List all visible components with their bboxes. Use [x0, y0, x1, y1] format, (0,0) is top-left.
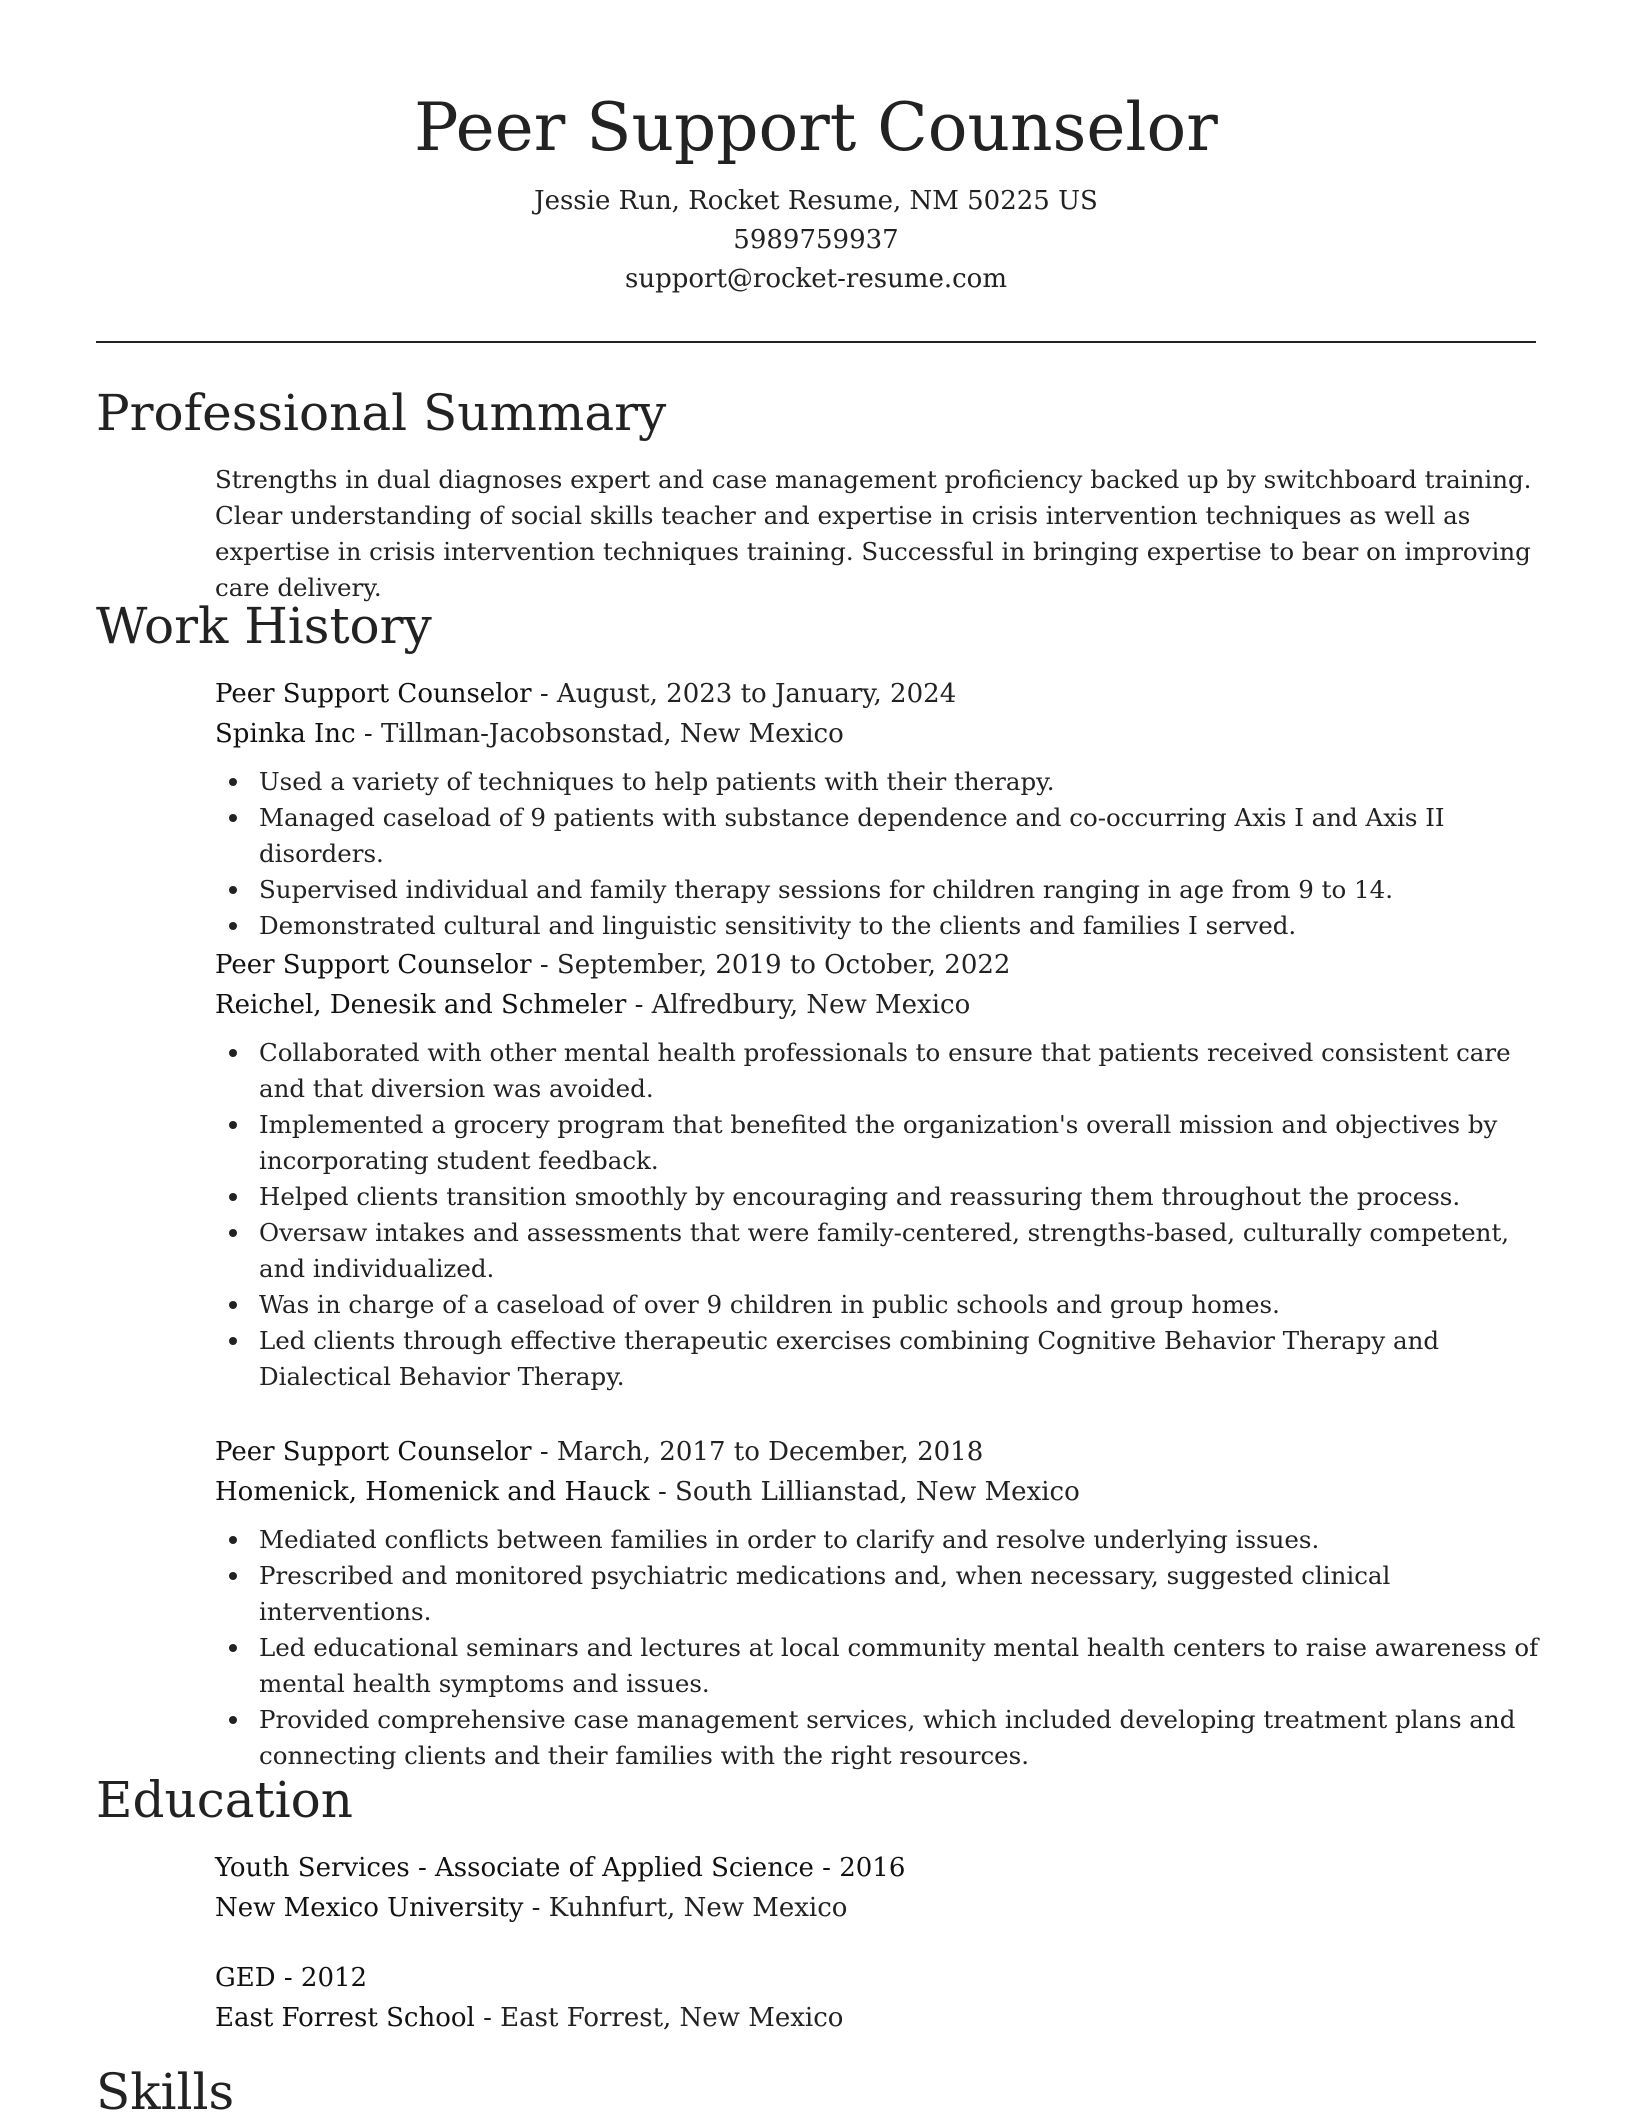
degree-line: Youth Services - Associate of Applied Science - 2016	[215, 1853, 906, 1883]
summary-text: Strengths in dual diagnoses expert and case management proficiency backed up by switchboard training. Clear understanding of social skills teacher and expertise in crisis intervention techniques as well as expertise in crisis intervention techniques training. Successful in bringing expertise to bear on improving care delivery.	[215, 465, 1532, 602]
email: support@rocket-resume.com	[624, 264, 1007, 294]
list-item: Led educational seminars and lectures at local community mental health centers to raise awareness of mental health symptoms and issues.	[259, 1630, 1540, 1702]
school-location: - East Forrest, New Mexico	[474, 2003, 844, 2033]
list-item: Provided comprehensive case management services, which included developing treatment plans and connecting clients and their families with the right resources.	[259, 1702, 1540, 1774]
list-item: Prescribed and monitored psychiatric medications and, when necessary, suggested clinical interventions.	[259, 1558, 1540, 1630]
education-heading: Education	[96, 1771, 353, 1829]
summary-section	[215, 462, 1540, 606]
job-role: Peer Support Counselor	[215, 950, 532, 980]
school-name: New Mexico University	[215, 1893, 524, 1923]
list-item: Mediated conflicts between families in order to clarify and resolve underlying issues.	[259, 1522, 1540, 1558]
job-company-line	[215, 985, 1540, 1025]
list-item: Helped clients transition smoothly by encouraging and reassuring them throughout the process.	[259, 1179, 1540, 1215]
school-location: - Kuhnfurt, New Mexico	[523, 1893, 848, 1923]
education-entry-1	[215, 1848, 1540, 1928]
skills-heading: Skills	[96, 2063, 235, 2121]
bullet-icon	[229, 1644, 237, 1652]
bullet-icon	[229, 1229, 237, 1237]
job-title-line	[215, 674, 1540, 714]
contact-info	[0, 182, 1632, 299]
list-item: Managed caseload of 9 patients with substance dependence and co-occurring Axis I and Axis II disorders.	[259, 800, 1540, 872]
job-entry-3	[215, 1432, 1540, 1774]
bullet-icon	[229, 1716, 237, 1724]
job-bullets	[215, 1522, 1540, 1774]
job-company: Reichel, Denesik and Schmeler	[215, 990, 627, 1020]
school-line	[215, 1998, 1540, 2038]
bullet-icon	[229, 1337, 237, 1345]
bullet-icon	[229, 778, 237, 786]
job-bullets	[215, 764, 1540, 944]
job-location: - Tillman-Jacobsonstad, New Mexico	[355, 719, 844, 749]
header-divider	[96, 341, 1536, 343]
job-company-line	[215, 1472, 1540, 1512]
list-item: Oversaw intakes and assessments that were family-centered, strengths-based, culturally competent, and individualized.	[259, 1215, 1540, 1287]
bullet-icon	[229, 1121, 237, 1129]
list-item: Was in charge of a caseload of over 9 children in public schools and group homes.	[259, 1287, 1540, 1323]
bullet-icon	[229, 1193, 237, 1201]
school-line	[215, 1888, 1540, 1928]
job-bullets	[215, 1035, 1540, 1395]
degree-line: GED - 2012	[215, 1963, 368, 1993]
bullet-icon	[229, 1301, 237, 1309]
address: Jessie Run, Rocket Resume, NM 50225 US	[534, 186, 1098, 216]
bullet-icon	[229, 886, 237, 894]
summary-heading: Professional Summary	[96, 384, 667, 442]
list-item: Used a variety of techniques to help patients with their therapy.	[259, 764, 1540, 800]
job-company-line	[215, 714, 1540, 754]
list-item: Collaborated with other mental health professionals to ensure that patients received consistent care and that diversion was avoided.	[259, 1035, 1540, 1107]
list-item: Supervised individual and family therapy sessions for children ranging in age from 9 to 14.	[259, 872, 1540, 908]
bullet-icon	[229, 1536, 237, 1544]
job-entry-1	[215, 674, 1540, 944]
education-entry-2	[215, 1958, 1540, 2038]
phone: 5989759937	[733, 225, 899, 255]
job-role: Peer Support Counselor	[215, 679, 532, 709]
job-role: Peer Support Counselor	[215, 1437, 532, 1467]
job-title-line	[215, 945, 1540, 985]
job-dates: - September, 2019 to October, 2022	[531, 950, 1011, 980]
bullet-icon	[229, 814, 237, 822]
list-item: Demonstrated cultural and linguistic sensitivity to the clients and families I served.	[259, 908, 1540, 944]
bullet-icon	[229, 922, 237, 930]
job-title-line	[215, 1432, 1540, 1472]
job-location: - Alfredbury, New Mexico	[626, 990, 971, 1020]
resume-header	[0, 0, 1632, 299]
job-company: Spinka Inc	[215, 719, 356, 749]
job-dates: - March, 2017 to December, 2018	[531, 1437, 984, 1467]
job-location: - South Lillianstad, New Mexico	[649, 1477, 1080, 1507]
list-item: Implemented a grocery program that benefited the organization's overall mission and objectives by incorporating student feedback.	[259, 1107, 1540, 1179]
job-company: Homenick, Homenick and Hauck	[215, 1477, 650, 1507]
bullet-icon	[229, 1049, 237, 1057]
bullet-icon	[229, 1572, 237, 1580]
work-history-heading: Work History	[96, 597, 432, 655]
job-dates: - August, 2023 to January, 2024	[531, 679, 957, 709]
school-name: East Forrest School	[215, 2003, 475, 2033]
page-title: Peer Support Counselor	[414, 89, 1218, 166]
list-item: Led clients through effective therapeutic exercises combining Cognitive Behavior Therapy and Dialectical Behavior Therapy.	[259, 1323, 1540, 1395]
job-entry-2	[215, 945, 1540, 1395]
